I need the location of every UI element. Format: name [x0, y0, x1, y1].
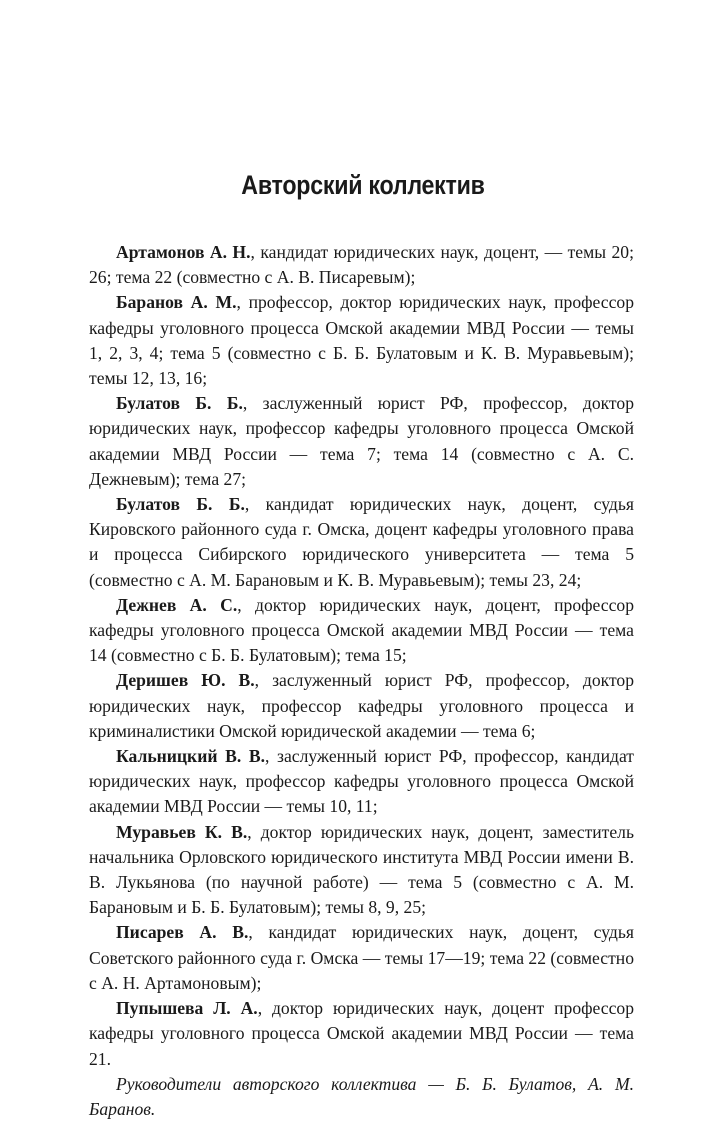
- author-entry: [89, 996, 634, 1072]
- author-entry: [89, 820, 634, 921]
- author-name: Писарев А. В.: [116, 922, 249, 943]
- author-description: , кандидат юридических наук, доцент, судья Советского районного суда г. Омска — темы 17—19; тема 22 (совместно с А. Н. Артамоновым);: [89, 922, 635, 993]
- author-entry: [89, 240, 634, 290]
- author-name: Муравьев К. В.: [116, 821, 248, 842]
- author-entry: [89, 290, 634, 391]
- author-description: , доктор юридических наук, доцент, заместитель начальника Орловского юридического института МВД России имени В. В. Лукьянова (по научной работе) — тема 5 (совместно с А. М. Барановым и Б. Б. Булатовым); темы 8, 9, 25;: [89, 821, 634, 918]
- author-name: Пупышева Л. А.: [116, 998, 258, 1019]
- author-name: Артамонов А. Н.: [116, 242, 251, 262]
- author-description: , доктор юридических наук, доцент, профессор кафедры уголовного процесса Омской академии МВД России — тема 14 (совместно с Б. Б. Булатовым); тема 15;: [89, 594, 634, 666]
- author-entry: [89, 744, 634, 820]
- author-name: Дежнев А. С.: [116, 594, 238, 615]
- author-entry: [89, 668, 634, 744]
- author-entry: [89, 492, 634, 593]
- author-description: , кандидат юридических наук, доцент, судья Кировского районного суда г. Омска, доцент кафедры уголовного права и процесса Сибирского юридического университета — тема 5 (совместно с А. М. Барановым и К. В. Муравьевым); темы 23, 24;: [89, 494, 634, 590]
- author-description: , заслуженный юрист РФ, профессор, доктор юридических наук, профессор кафедры уголовного процесса Омской академии МВД России — тема 7; тема 14 (совместно с А. С. Дежневым); тема 27;: [89, 393, 634, 489]
- author-description: , кандидат юридических наук, доцент, — темы 20; 26; тема 22 (совместно с А. В. Писаревым);: [89, 242, 634, 288]
- page-title: Авторский коллектив: [241, 170, 485, 200]
- author-description: , доктор юридических наук, доцент профессор кафедры уголовного процесса Омской академии МВД России — тема 21.: [89, 998, 634, 1069]
- editors-note: Руководители авторского коллектива — Б. Б. Булатов, А. М. Баранов.: [89, 1073, 634, 1119]
- authors-list: [89, 240, 634, 1122]
- author-name: Булатов Б. Б.: [116, 393, 243, 414]
- author-name: Баранов А. М.: [116, 292, 237, 313]
- author-entry: [89, 391, 634, 492]
- author-description: , профессор, доктор юридических наук, профессор кафедры уголовного процесса Омской академии МВД России — темы 1, 2, 3, 4; тема 5 (совместно с Б. Б. Булатовым и К. В. Муравьевым); темы 12, 13, 16;: [89, 292, 634, 389]
- author-description: , заслуженный юрист РФ, профессор, доктор юридических наук, профессор кафедры уголовного процесса и криминалистики Омской юридической академии — тема 6;: [89, 670, 635, 741]
- author-description: , заслуженный юрист РФ, профессор, кандидат юридических наук, профессор кафедры уголовного процесса Омской академии МВД России — темы 10, 11;: [89, 746, 634, 817]
- author-entry: [89, 593, 634, 669]
- author-name: Булатов Б. Б.: [116, 494, 245, 515]
- author-name: Кальницкий В. В.: [116, 746, 265, 767]
- author-entry: [89, 920, 634, 996]
- author-name: Деришев Ю. В.: [116, 670, 255, 691]
